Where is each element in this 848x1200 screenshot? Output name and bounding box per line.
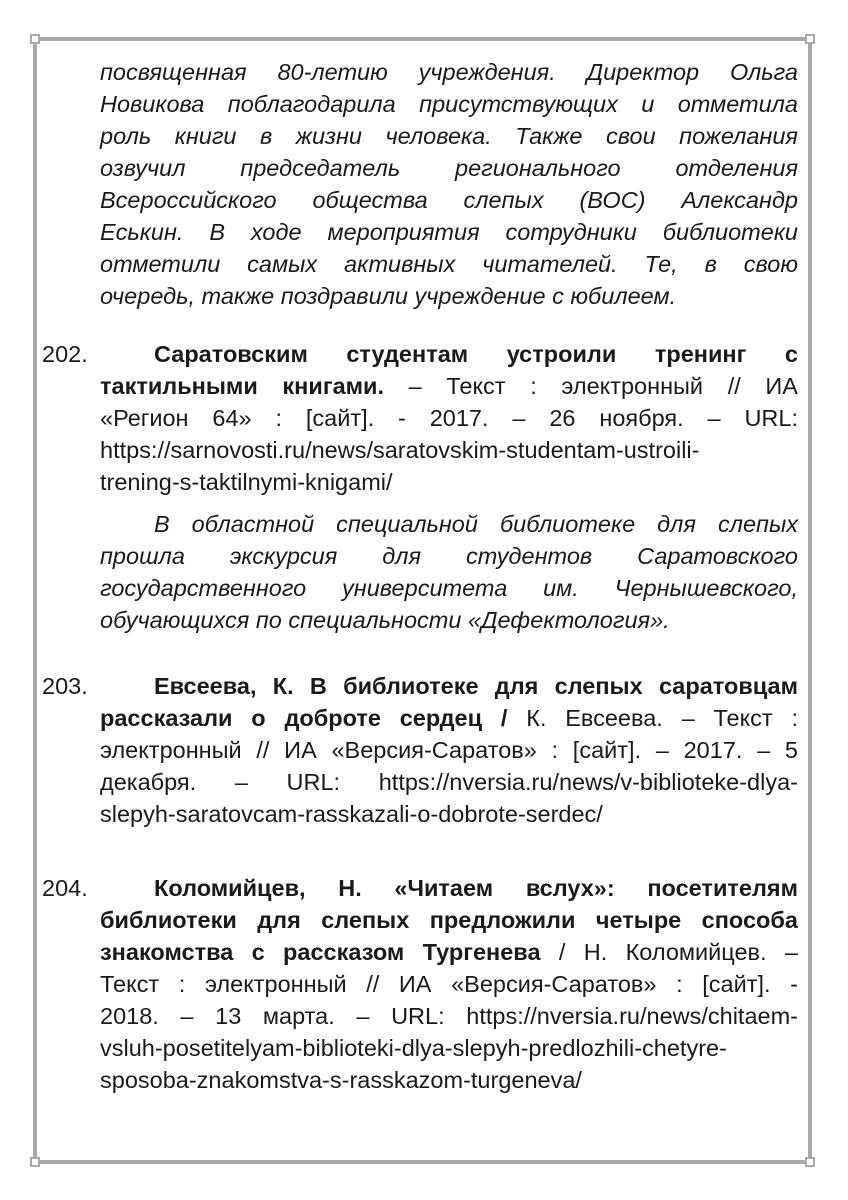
entry-url: 2018. – 13 марта. – URL: https://nversia.ru/news/chitaem- <box>100 1003 798 1029</box>
text-line: очередь, также поздравили учреждение с юбилеем. <box>100 283 677 309</box>
text-line: «Регион 64» : [сайт]. - 2017. – 26 ноября. – URL: <box>100 405 798 431</box>
border-corner <box>30 1157 40 1167</box>
border-bottom <box>39 1160 806 1164</box>
border-right <box>808 43 812 1158</box>
entry-title: Коломийцев, Н. «Читаем вслух»: посетителям <box>154 875 798 901</box>
text-line: В областной специальной библиотеке для слепых <box>154 511 798 537</box>
text-line: посвященная 80-летию учреждения. Директор Ольга <box>100 59 798 85</box>
bibliographic-entry-202 <box>100 338 798 498</box>
entry-number: 203. <box>42 673 88 699</box>
entry-number: 204. <box>42 875 88 901</box>
text-line: Новикова поблагодарила присутствующих и отметила <box>100 91 798 117</box>
text-line: отметили самых активных читателей. Те, в свою <box>100 251 798 277</box>
text-line: прошла экскурсия для студентов Саратовского <box>100 543 798 569</box>
entry-title: Евсеева, К. В библиотеке для слепых саратовцам <box>154 673 798 699</box>
entry-title: рассказали о доброте сердец / <box>100 705 508 731</box>
entry-title-line <box>100 670 798 702</box>
entry-title: Саратовским студентам устроили тренинг с <box>154 341 798 367</box>
text-line: Всероссийского общества слепых (ВОС) Александр <box>100 187 798 213</box>
border-left <box>33 43 37 1158</box>
entry-url: https://sarnovosti.ru/news/saratovskim-studentam-ustroili- <box>100 437 700 463</box>
text-line: Еськин. В ходе мероприятия сотрудники библиотеки <box>100 219 798 245</box>
entry-title-line <box>100 872 798 904</box>
entry-description: / Н. Коломийцев. – <box>540 939 798 965</box>
entry-url: vsluh-posetitelyam-biblioteki-dlya-slepyh-predlozhili-chetyre- <box>100 1035 727 1061</box>
entry-title: тактильными книгами. <box>100 373 385 399</box>
text-line: озвучил председатель регионального отделения <box>100 155 798 181</box>
border-corner <box>805 34 815 44</box>
border-corner <box>30 34 40 44</box>
entry-number: 202. <box>42 341 88 367</box>
entry-url: slepyh-saratovcam-rasskazali-o-dobrote-serdec/ <box>100 801 603 827</box>
text-line: роль книги в жизни человека. Также свои пожелания <box>100 123 798 149</box>
text-line <box>100 370 798 402</box>
entry-url: sposoba-znakomstva-s-rasskazom-turgeneva/ <box>100 1067 582 1093</box>
text-line <box>100 702 798 734</box>
text-line: обучающихся по специальности «Дефектология». <box>100 607 670 633</box>
entry-annotation-202 <box>100 508 798 636</box>
bibliographic-entry-203 <box>100 670 798 830</box>
border-top <box>39 37 806 41</box>
bibliographic-entry-204 <box>100 872 798 1096</box>
entry-description: К. Евсеева. – Текст : <box>507 705 798 731</box>
entry-title: знакомства с рассказом Тургенева <box>100 939 541 965</box>
entry-url: декабря. – URL: https://nversia.ru/news/v-biblioteke-dlya- <box>100 769 798 795</box>
entry-title-line <box>100 904 798 936</box>
text-line: государственного университета им. Чернышевского, <box>100 575 798 601</box>
text-line <box>100 936 798 968</box>
entry-description: – Текст : электронный // ИА <box>384 373 798 399</box>
entry-url: trening-s-taktilnymi-knigami/ <box>100 469 393 495</box>
text-line: электронный // ИА «Версия-Саратов» : [сайт]. – 2017. – 5 <box>100 737 798 763</box>
entry-title: библиотеки для слепых предложили четыре способа <box>100 907 798 933</box>
intro-annotation <box>100 56 798 312</box>
entry-title-line <box>100 338 798 370</box>
text-line: Текст : электронный // ИА «Версия-Саратов» : [сайт]. - <box>100 971 798 997</box>
border-corner <box>805 1157 815 1167</box>
